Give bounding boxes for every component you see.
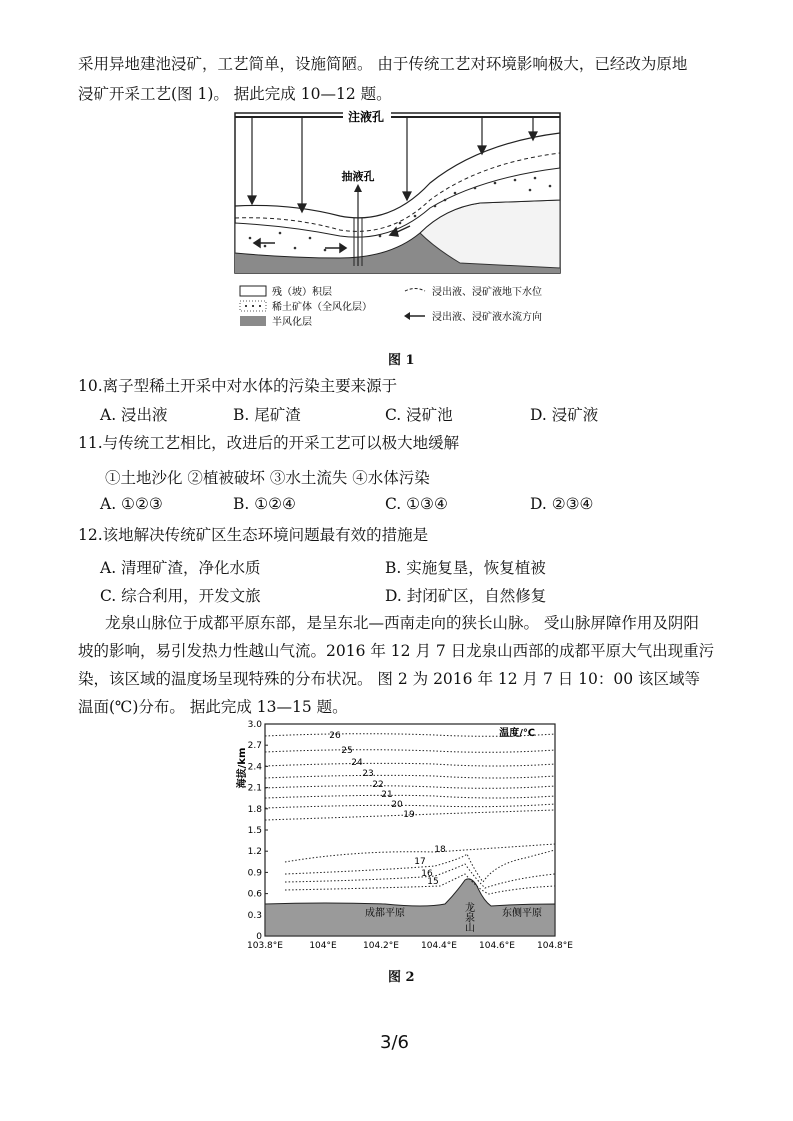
- q10-stem: 10.离子型稀土开采中对水体的污染主要来源于: [78, 377, 398, 395]
- q10-option-d: D. 浸矿液: [530, 406, 599, 424]
- q11-items: ①土地沙化 ②植被破坏 ③水土流失 ④水体污染: [105, 469, 430, 487]
- para2-line-1: 龙泉山脉位于成都平原东部，是呈东北—西南走向的狭长山脉。 受山脉屏障作用及阴阳: [105, 614, 699, 632]
- fig2-ytick: 1.2: [247, 847, 262, 858]
- fig1-legend-residual: 残（坡）积层: [272, 287, 332, 298]
- fig1-inject-label: 注液孔: [347, 110, 385, 124]
- q12-stem: 12.该地解决传统矿区生态环境问题最有效的措施是: [78, 526, 429, 544]
- q11-option-b: B. ①②④: [233, 495, 296, 513]
- fig1-legend-flow: 浸出液、浸矿液水流方向: [432, 312, 542, 323]
- intro-line-1: 采用异地建池浸矿，工艺简单，设施简陋。 由于传统工艺对环境影响极大，已经改为原地: [78, 55, 688, 73]
- fig2-ylabel: 海拔/km: [237, 747, 248, 789]
- figure-2-caption: 图 2: [388, 970, 415, 985]
- fig1-legend-ore: 稀土矿体（全风化层）: [272, 302, 372, 313]
- fig2-ytick: 0.9: [247, 868, 262, 879]
- q12-option-c: C. 综合利用，开发文旅: [100, 587, 261, 605]
- q10-option-c: C. 浸矿池: [385, 406, 453, 424]
- q12-option-b: B. 实施复垦，恢复植被: [385, 559, 546, 577]
- fig1-extract-label: 抽液孔: [341, 170, 375, 183]
- q11-option-a: A. ①②③: [100, 495, 163, 513]
- fig2-ytick: 0.3: [247, 910, 262, 921]
- q10-option-b: B. 尾矿渣: [233, 406, 301, 424]
- fig2-isotherm-label: 15: [427, 877, 439, 887]
- fig2-ytick: 1.5: [247, 826, 262, 836]
- fig2-isotherm-label: 21: [381, 790, 393, 800]
- figure-1: [230, 108, 570, 340]
- fig2-ytick: 3.0: [247, 720, 262, 730]
- fig2-isotherm-label: 19: [403, 810, 415, 820]
- fig2-xtick: 104°E: [309, 941, 337, 951]
- fig2-ytick: 2.4: [247, 762, 262, 773]
- fig2-isotherm-label: 24: [351, 758, 363, 768]
- fig2-ytick: 2.7: [247, 741, 262, 752]
- fig2-xtick: 103.8°E: [247, 941, 283, 951]
- q11-stem: 11.与传统工艺相比，改进后的开采工艺可以极大地缓解: [78, 434, 460, 452]
- fig2-isotherm-label: 18: [434, 845, 446, 855]
- q11-option-c: C. ①③④: [385, 495, 448, 513]
- q11-option-d: D. ②③④: [530, 495, 594, 513]
- para2-line-4: 温面(℃)分布。 据此完成 13—15 题。: [78, 698, 348, 716]
- fig2-region-east: 东侧平原: [502, 908, 542, 919]
- fig1-legend-watertable: 浸出液、浸矿液地下水位: [432, 287, 542, 298]
- para2-line-2: 坡的影响，易引发热力性越山气流。2016 年 12 月 7 日龙泉山西部的成都平原大气出现重污: [78, 642, 715, 660]
- q10-option-a: A. 浸出液: [100, 406, 168, 424]
- fig2-legend-title: 温度/℃: [499, 728, 535, 739]
- fig2-ytick: 0: [256, 932, 262, 942]
- fig2-xtick: 104.8°E: [537, 941, 573, 951]
- fig2-isotherm-label: 16: [421, 869, 433, 879]
- fig2-xtick: 104.4°E: [421, 941, 457, 951]
- para2-line-3: 染，该区域的温度场呈现特殊的分布状况。 图 2 为 2016 年 12 月 7 日 10：00 该区域等: [78, 670, 701, 688]
- fig2-isotherm-label: 26: [329, 731, 341, 741]
- fig2-xtick: 104.6°E: [479, 941, 515, 951]
- fig2-isotherm-label: 25: [341, 746, 353, 756]
- q12-option-a: A. 清理矿渣，净化水质: [100, 559, 261, 577]
- fig1-legend-semi: 半风化层: [272, 317, 312, 328]
- fig2-region-longquan: 龙泉山: [462, 902, 474, 932]
- fig2-isotherm-label: 22: [372, 780, 384, 790]
- fig2-region-chengdu: 成都平原: [365, 908, 405, 919]
- figure-2: [235, 718, 573, 958]
- intro-line-2: 浸矿开采工艺(图 1)。 据此完成 10—12 题。: [78, 85, 392, 103]
- fig2-xtick: 104.2°E: [363, 941, 399, 951]
- fig2-isotherm-label: 17: [414, 857, 426, 867]
- page-number: 3/6: [380, 1032, 409, 1053]
- q12-option-d: D. 封闭矿区，自然修复: [385, 587, 547, 605]
- fig2-isotherm-label: 20: [391, 800, 403, 810]
- fig2-ytick: 2.1: [247, 783, 262, 794]
- fig2-ytick: 1.8: [247, 804, 262, 815]
- figure-1-caption: 图 1: [388, 353, 415, 368]
- fig2-ytick: 0.6: [247, 889, 262, 900]
- fig2-isotherm-label: 23: [362, 769, 374, 779]
